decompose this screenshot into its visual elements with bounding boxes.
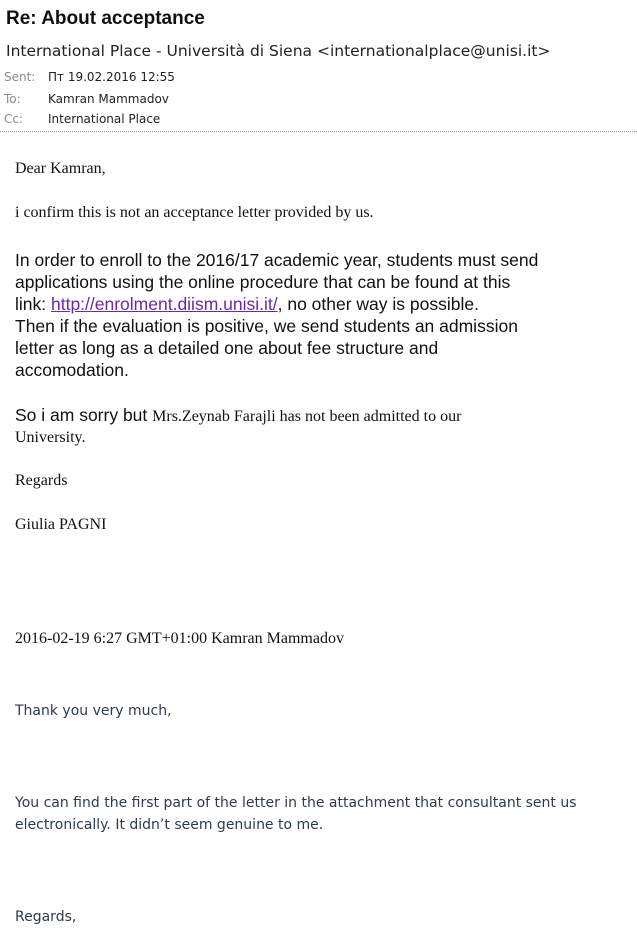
sent-label: Sent:: [4, 70, 36, 84]
email-from[interactable]: International Place - Università di Siena <internationalplace@unisi.it>: [6, 42, 551, 60]
enroll-line-4: Then if the evaluation is positive, we send students an admission: [15, 316, 518, 336]
confirm-text: i confirm this is not an acceptance letter provided by us.: [15, 204, 374, 221]
email-subject: Re: About acceptance: [6, 8, 205, 29]
link-prefix: link:: [15, 294, 51, 314]
to-label: To:: [4, 92, 21, 106]
greeting: Dear Kamran,: [15, 160, 106, 177]
sent-value: Пт 19.02.2016 12:55: [48, 70, 175, 84]
enroll-line-2: applications using the online procedure that can be found at this: [15, 272, 511, 292]
enrolment-link[interactable]: http://enrolment.diism.unisi.it/: [50, 294, 278, 314]
quote-line-1: You can find the first part of the letter in the attachment that consultant sent us: [15, 795, 577, 811]
enroll-line-6: accomodation.: [15, 360, 129, 380]
enroll-line-3: [15, 293, 538, 315]
enroll-line-5: letter as long as a detailed one about fee structure and: [15, 338, 439, 358]
quote-body: [15, 792, 577, 836]
sorry-line-2: University.: [15, 429, 86, 446]
regards: Regards: [15, 472, 68, 489]
quote-header: 2016-02-19 6:27 GMT+01:00 Kamran Mammadov: [15, 630, 344, 647]
enroll-paragraph: [15, 249, 538, 381]
to-row: [4, 92, 169, 106]
signature: Giulia PAGNI: [15, 516, 107, 533]
quote-thanks: Thank you very much,: [15, 703, 172, 719]
quote-line-2: electronically. It didn’t seem genuine to me.: [15, 817, 324, 833]
enroll-line-1: In order to enroll to the 2016/17 academic year, students must send: [15, 250, 539, 270]
sent-row: [4, 70, 175, 84]
link-suffix: , no other way is possible.: [277, 294, 479, 314]
sorry-line: [15, 404, 461, 428]
cc-value[interactable]: International Place: [48, 112, 161, 126]
cc-label: Cc:: [4, 112, 24, 126]
sorry-serif: Mrs.Zeynab Farajli has not been admitted to our: [152, 408, 462, 425]
to-value[interactable]: Kamran Mammadov: [48, 92, 169, 106]
sorry-sans: So i am sorry but: [15, 405, 153, 425]
quote-regards: Regards,: [15, 909, 77, 925]
cc-row: [4, 112, 160, 126]
header-separator: [0, 131, 637, 132]
